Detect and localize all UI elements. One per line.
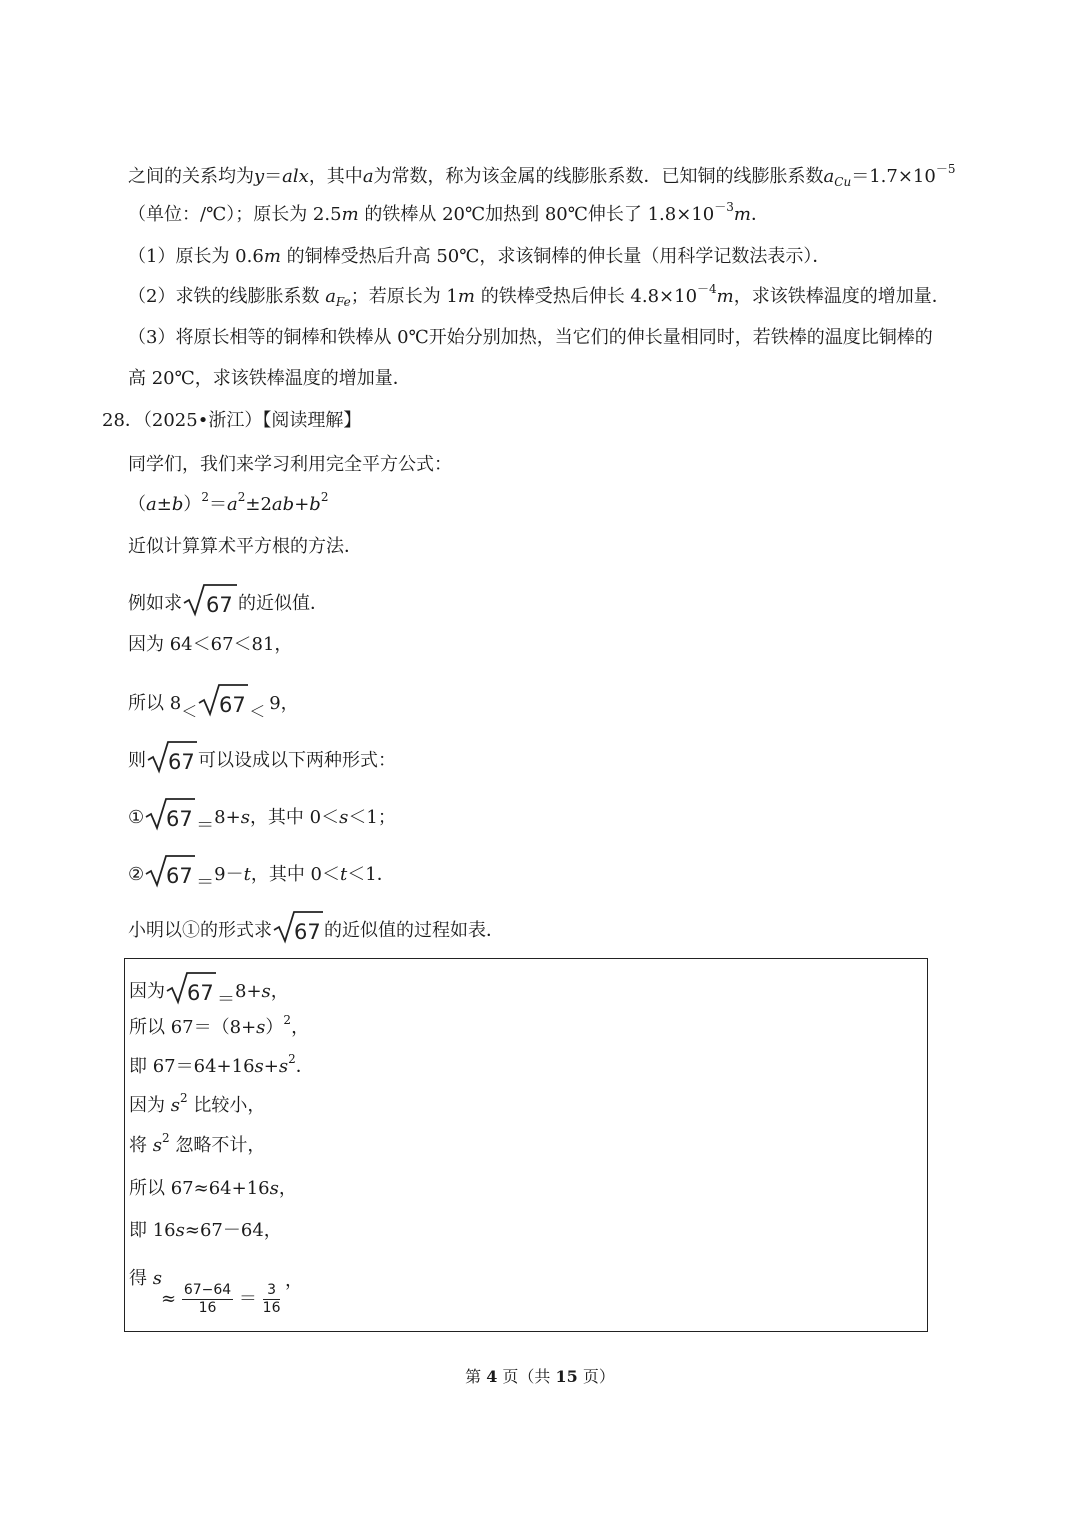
sqrt-67 <box>197 683 249 717</box>
exponent: 2 <box>288 1052 296 1066</box>
text: ，其中 0＜ <box>250 864 341 885</box>
exponent: 2 <box>201 490 209 504</box>
approx-sign: ≈ <box>161 1288 177 1310</box>
text: 近似计算算术平方根的方法． <box>128 536 362 557</box>
var-s: s <box>261 981 271 1002</box>
total-pages: 15 <box>555 1367 578 1386</box>
text: ） <box>265 1017 284 1038</box>
text: 9－ <box>214 864 244 885</box>
numerator: 67−64 <box>183 1282 232 1298</box>
text: 忽略不计， <box>169 1135 266 1156</box>
var-s: s <box>175 1220 185 1241</box>
sqrt-67 <box>182 583 238 617</box>
text: 之间的关系均为 <box>128 166 254 187</box>
text: （3）将原长相等的铜棒和铁棒从 0℃开始分别加热，当它们的伸长量相同时，若铁棒的温度比铜棒的 <box>128 327 933 348</box>
question-3-line-1 <box>128 325 933 351</box>
text: ， <box>291 1017 310 1038</box>
var-alx: alx <box>282 166 309 187</box>
value: ＝1.7×10 <box>851 166 936 187</box>
box-line-8-fraction <box>161 1282 280 1317</box>
var-s: s <box>269 1178 279 1199</box>
p28-so <box>128 683 299 725</box>
p28-then <box>128 740 396 774</box>
sqrt-67 <box>144 854 196 888</box>
subscript: Fe <box>335 295 351 309</box>
text: 8+ <box>235 981 262 1002</box>
var-y: y <box>254 166 265 187</box>
text: ． <box>750 204 769 225</box>
text: + <box>263 1056 279 1077</box>
text: （单位：/℃）；原长为 2.5 <box>128 204 342 225</box>
text: 8+ <box>214 807 241 828</box>
sqrt-radicand: 67 <box>294 920 321 944</box>
problem-28-header <box>102 408 361 434</box>
text: + <box>294 494 310 515</box>
text: ， <box>278 1178 297 1199</box>
text: 的铁棒受热后伸长 4.8×10 <box>474 286 698 307</box>
p28-form-2 <box>128 854 395 896</box>
text: 因为 <box>129 1095 171 1116</box>
text: ． <box>295 1056 314 1077</box>
var-s: s <box>152 1268 162 1289</box>
box-line-1 <box>129 971 289 1013</box>
exponent: 2 <box>320 490 329 504</box>
var-a-fe: a <box>325 286 336 307</box>
text: 可以设成以下两种形式： <box>198 750 396 771</box>
text: ＝ <box>264 166 283 187</box>
box-line-4 <box>129 1093 265 1119</box>
unit-m: m <box>733 204 751 225</box>
text: 比较小， <box>187 1095 266 1116</box>
text: 即 67＝64+16 <box>129 1056 255 1077</box>
exponent: 2 <box>237 490 246 504</box>
sqrt-radicand: 67 <box>168 750 195 774</box>
text: 同学们，我们来学习利用完全平方公式： <box>128 454 452 475</box>
box-line-2 <box>129 1015 309 1041</box>
var-a: a <box>146 494 157 515</box>
exponent: 2 <box>161 1131 170 1145</box>
eq-sign: ＝ <box>217 989 235 1010</box>
sqrt-radicand: 67 <box>187 981 214 1005</box>
sqrt-radicand: 67 <box>206 593 233 617</box>
text: 页） <box>577 1367 615 1386</box>
text: （1）原长为 0.6 <box>128 246 264 267</box>
p28-form-1 <box>128 797 396 839</box>
text: ＜1． <box>347 864 395 885</box>
question-2 <box>128 284 950 310</box>
var-s: s <box>256 1017 266 1038</box>
fraction-3-over-16 <box>263 1282 281 1317</box>
denominator: 16 <box>262 1300 281 1316</box>
eq-sign: ＝ <box>238 1288 257 1310</box>
page-number: 4 <box>486 1367 498 1386</box>
box-line-8-end <box>285 1268 303 1294</box>
text: ；若原长为 1 <box>350 286 458 307</box>
sqrt-radicand: 67 <box>166 864 193 888</box>
box-line-8 <box>129 1266 162 1292</box>
sqrt-radicand: 67 <box>219 693 246 717</box>
subscript: Cu <box>834 175 852 189</box>
question-1 <box>128 244 830 270</box>
derivation-box <box>124 958 928 1332</box>
text: 页（共 <box>497 1367 556 1386</box>
text: 高 20℃，求该铁棒温度的增加量． <box>128 368 411 389</box>
text: 因为 <box>129 981 165 1002</box>
sqrt-67 <box>165 971 217 1005</box>
text: ± <box>156 494 172 515</box>
text: 的近似值． <box>238 593 328 614</box>
exponent: －3 <box>714 200 734 214</box>
unit-m: m <box>457 286 475 307</box>
intro-line-2 <box>128 202 769 228</box>
lt-sign: ＜ <box>181 702 198 721</box>
text: ， <box>285 1270 303 1291</box>
var-t: t <box>340 864 348 885</box>
text: ＝ <box>209 494 227 515</box>
text: ） <box>183 494 202 515</box>
var-s: s <box>254 1056 264 1077</box>
p28-xiaoming <box>128 910 504 944</box>
p28-line-1 <box>128 452 452 478</box>
p28-because <box>128 632 292 658</box>
var-ab: ab <box>271 494 295 515</box>
text: 则 <box>128 750 146 771</box>
p28-example <box>128 583 328 617</box>
unit-m: m <box>341 204 359 225</box>
text: ，求该铁棒温度的增加量． <box>733 286 950 307</box>
text: 所以 8 <box>128 693 182 714</box>
unit-m: m <box>716 286 734 307</box>
var-b: b <box>171 494 184 515</box>
sqrt-67 <box>146 740 198 774</box>
var-a-cu: a <box>823 166 835 187</box>
exponent: 2 <box>179 1091 188 1105</box>
var-b: b <box>309 494 321 515</box>
text: 第 <box>465 1367 487 1386</box>
var-s: s <box>240 807 250 828</box>
var-t: t <box>243 864 251 885</box>
text: ＜1； <box>348 807 396 828</box>
var-a: a <box>362 166 374 187</box>
lt-sign: ＜ <box>249 702 266 721</box>
text: 得 <box>129 1268 153 1289</box>
exponent: －5 <box>935 162 956 176</box>
sqrt-radicand: 67 <box>166 807 193 831</box>
text: 所以 67＝（8+ <box>129 1017 257 1038</box>
unit-m: m <box>263 246 281 267</box>
eq-sign: ＝ <box>196 815 215 836</box>
var-s: s <box>170 1095 180 1116</box>
exponent: －4 <box>697 282 717 296</box>
text: ±2 <box>245 494 272 515</box>
text: 即 16 <box>129 1220 176 1241</box>
text: （2）求铁的线膨胀系数 <box>128 286 326 307</box>
sqrt-67 <box>272 910 324 944</box>
box-line-6 <box>129 1176 297 1202</box>
var-s: s <box>339 807 349 828</box>
circled-1: ① <box>128 807 145 828</box>
p28-line-3 <box>128 534 362 560</box>
fraction-67-64-over-16 <box>182 1282 233 1317</box>
text: ，其中 0＜ <box>249 807 340 828</box>
sqrt-67 <box>144 797 196 831</box>
text: 所以 67≈64+16 <box>129 1178 270 1199</box>
text: ≈67－64， <box>184 1220 282 1241</box>
text: ， <box>270 981 289 1002</box>
box-line-7 <box>129 1218 282 1244</box>
text: 的近似值的过程如表． <box>324 920 504 941</box>
text: 28．（2025•浙江）【阅读理解】 <box>102 410 362 431</box>
text: 9， <box>269 693 299 714</box>
intro-line-1 <box>128 164 955 190</box>
p28-formula <box>128 492 328 518</box>
denominator: 16 <box>198 1300 217 1316</box>
text: 将 <box>129 1135 153 1156</box>
text: ，其中 <box>308 166 363 187</box>
question-3-line-2 <box>128 366 411 392</box>
box-line-3 <box>129 1054 314 1080</box>
var-a: a <box>227 494 238 515</box>
eq-sign: ＝ <box>196 872 215 893</box>
box-line-5 <box>129 1133 265 1159</box>
text: 为常数，称为该金属的线膨胀系数．已知铜的线膨胀系数 <box>373 166 824 187</box>
text: 的铁棒从 20℃加热到 80℃伸长了 1.8×10 <box>358 204 715 225</box>
exponent: 2 <box>283 1013 292 1027</box>
var-s: s <box>152 1135 162 1156</box>
text: 例如求 <box>128 593 182 614</box>
text: 因为 64＜67＜81， <box>128 634 293 655</box>
var-s: s <box>278 1056 289 1077</box>
page-footer <box>0 1364 1080 1387</box>
text: （ <box>128 494 146 515</box>
circled-2: ② <box>128 864 145 885</box>
numerator: 3 <box>263 1282 281 1300</box>
text: 小明以①的形式求 <box>128 920 272 941</box>
text: 的铜棒受热后升高 50℃，求该铜棒的伸长量（用科学记数法表示）． <box>280 246 831 267</box>
